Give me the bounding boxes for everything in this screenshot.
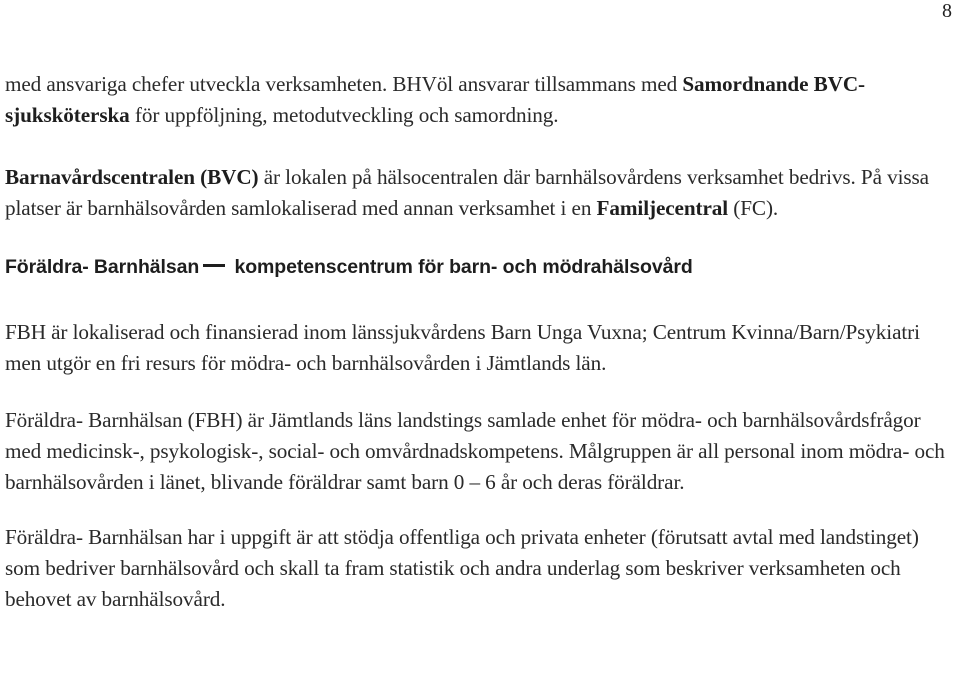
bold-term-bvc: Barnavårdscentralen (BVC) — [5, 165, 259, 189]
text-span: för uppföljning, metodutveckling och samordning. — [129, 103, 559, 127]
bold-term-familjecentral: Familjecentral — [596, 196, 729, 220]
heading-left: Föräldra- Barnhälsan — [5, 256, 200, 278]
paragraph-fbh-mission: Föräldra- Barnhälsan har i uppgift är att stödja offentliga och privata enheter (förutsatt avtal med landstinget) som bedriver barnhälsovård och skall ta fram statistik och andra underlag som beskriver verksamheten och behovet av barnhälsovård. — [5, 525, 919, 611]
section-heading — [5, 252, 957, 283]
bold-term-samordnande: Samordnande BVC-sjuksköterska — [5, 72, 865, 127]
paragraph-bvc — [5, 162, 957, 224]
text-span: med ansvariga chefer utveckla verksamheten. BHVöl ansvarar tillsammans med — [5, 72, 683, 96]
page-number: 8 — [942, 0, 952, 22]
text-span: (FC). — [728, 196, 779, 220]
paragraph-fbh-location: FBH är lokaliserad och finansierad inom länssjukvårdens Barn Unga Vuxna; Centrum Kvinna/Barn/Psykiatri men utgör en fri resurs för mödra- och barnhälsovården i Jämtlands län. — [5, 320, 920, 375]
heading-right: kompetenscentrum för barn- och mödrahälsovård — [234, 256, 693, 278]
document-body — [5, 69, 957, 615]
paragraph-responsibility — [5, 69, 957, 131]
text-span: är lokalen på hälsocentralen där barnhälsovårdens verksamhet bedrivs. På vissa platser är barnhälsovården samlokaliserad med annan verksamhet i en — [5, 165, 929, 220]
paragraph-fbh-description: Föräldra- Barnhälsan (FBH) är Jämtlands läns landstings samlade enhet för mödra- och barnhälsovårdsfrågor med medicinsk-, psykologisk-, social- och omvårdnadskompetens. Målgruppen är all personal inom mödra- och barnhälsovården i länet, blivande föräldrar samt barn 0 – 6 år och deras föräldrar. — [5, 408, 945, 494]
heading-dash — [203, 264, 225, 267]
